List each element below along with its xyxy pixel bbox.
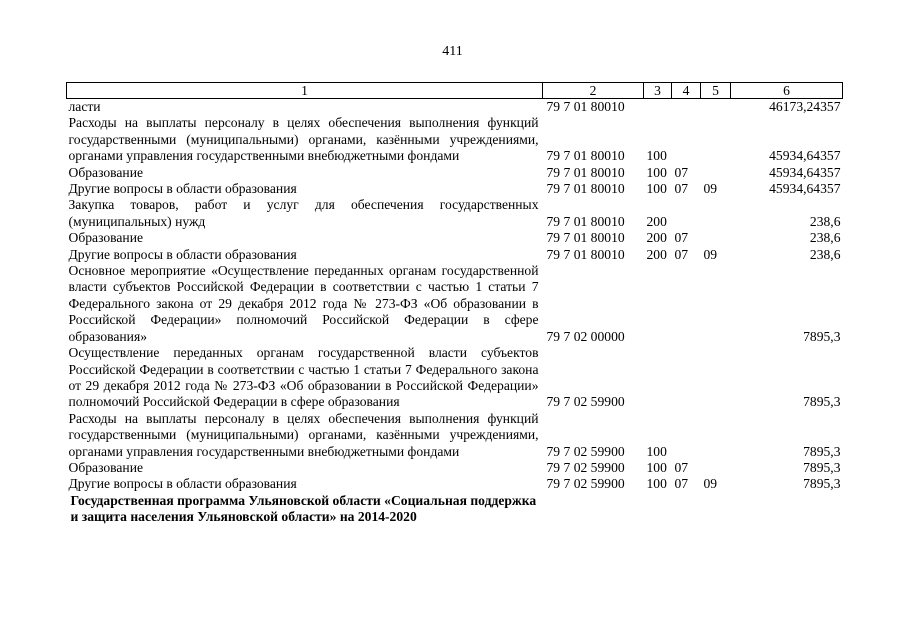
row-amount-cell: 45934,64357 xyxy=(769,148,841,164)
row-amount-cell: 7895,3 xyxy=(803,443,841,459)
row-amount-cell: 7895,3 xyxy=(803,459,841,475)
row-code-cell: 79 7 01 80010 xyxy=(546,148,625,164)
header-cell-section: 4 xyxy=(672,83,701,99)
row-name-cell: Основное мероприятие «Осуществление переданных органам государственной власти субъектов Российской Федерации в соответствии с частью 1 статьи 7 Федерального закона от 29 декабря 2012 года № 273-ФЗ «Об образовании в Российской Федерации» полномочий Российской Федерации в сфере образования» xyxy=(68,263,539,344)
header-cell-expense-type: 3 xyxy=(644,83,672,99)
row-subsection-cell xyxy=(701,115,731,164)
row-amount-cell: 45934,64357 xyxy=(769,164,841,180)
row-expense-type-cell xyxy=(644,99,672,116)
header-cell-amount: 6 xyxy=(731,83,843,99)
table-header-row xyxy=(67,83,843,99)
row-code-cell: 79 7 01 80010 xyxy=(546,181,625,197)
row-expense-type-cell: 100 xyxy=(646,148,667,164)
table-row xyxy=(67,165,843,181)
row-name-cell: Осуществление переданных органам государственной власти субъектов Российской Федерации в соответствии с частью 1 статьи 7 Федерального закона от 29 декабря 2012 года № 273-ФЗ «Об образовании в Российской Федерации» полномочий Российской Федерации в сфере образования xyxy=(68,345,539,410)
row-name-cell: Другие вопросы в области образования xyxy=(68,181,297,197)
budget-table xyxy=(66,82,843,526)
row-subsection-cell xyxy=(701,345,731,411)
row-subsection-cell xyxy=(701,493,731,526)
row-code-cell: 79 7 02 59900 xyxy=(546,459,625,475)
row-amount-cell: 7895,3 xyxy=(803,328,841,344)
row-name-cell: Расходы на выплаты персоналу в целях обеспечения выполнения функций государственными (муниципальными) органами, казёнными учреждениями, органами управления государственными внебюджетными фондами xyxy=(68,115,539,164)
table-row xyxy=(67,115,843,164)
row-amount-cell: 238,6 xyxy=(809,213,841,229)
row-code-cell: 79 7 01 80010 xyxy=(546,230,625,246)
row-code-cell: 79 7 02 59900 xyxy=(546,476,625,492)
header-cell-code: 2 xyxy=(543,83,644,99)
row-amount-cell: 7895,3 xyxy=(803,394,841,410)
table-row xyxy=(67,181,843,197)
row-expense-type-cell: 100 xyxy=(646,181,667,197)
table-row xyxy=(67,197,843,230)
row-section-cell xyxy=(672,263,701,345)
row-name-cell: Закупка товаров, работ и услуг для обеспечения государственных (муниципальных) нужд xyxy=(68,197,539,229)
row-section-cell xyxy=(672,493,701,526)
row-amount-cell: 238,6 xyxy=(809,230,841,246)
row-subsection-cell: 09 xyxy=(703,246,718,262)
row-code-cell: 79 7 01 80010 xyxy=(546,213,625,229)
row-expense-type-cell: 100 xyxy=(646,476,667,492)
row-name-cell: Образование xyxy=(68,459,144,475)
row-subsection-cell xyxy=(701,165,731,181)
row-subsection-cell xyxy=(701,230,731,246)
table-row xyxy=(67,345,843,411)
row-subsection-cell xyxy=(701,263,731,345)
row-name-cell: Расходы на выплаты персоналу в целях обеспечения выполнения функций государственными (муниципальными) органами, казёнными учреждениями, органами управления государственными внебюджетными фондами xyxy=(68,410,539,459)
table-row xyxy=(67,476,843,492)
table-row xyxy=(67,99,843,116)
row-expense-type-cell: 200 xyxy=(646,213,667,229)
row-expense-type-cell: 100 xyxy=(646,459,667,475)
row-subsection-cell xyxy=(701,460,731,476)
row-name-cell: Другие вопросы в области образования xyxy=(68,476,297,492)
row-code-cell: 79 7 02 59900 xyxy=(546,394,625,410)
row-amount-cell: 7895,3 xyxy=(803,476,841,492)
row-subsection-cell: 09 xyxy=(703,181,718,197)
row-subsection-cell xyxy=(701,99,731,116)
row-expense-type-cell: 100 xyxy=(646,443,667,459)
row-expense-type-cell: 200 xyxy=(646,230,667,246)
row-expense-type-cell xyxy=(644,263,672,345)
row-section-cell: 07 xyxy=(674,246,689,262)
row-amount-cell: 238,6 xyxy=(809,246,841,262)
row-subsection-cell xyxy=(701,197,731,230)
page-number: 411 xyxy=(442,44,463,59)
row-section-cell xyxy=(672,411,701,460)
row-section-cell xyxy=(672,345,701,411)
row-amount-cell xyxy=(731,493,843,526)
header-cell-name: 1 xyxy=(67,83,543,99)
row-name-cell: ласти xyxy=(68,99,101,114)
table-row xyxy=(67,493,843,526)
header-cell-subsection: 5 xyxy=(701,83,731,99)
row-name-cell: Государственная программа Ульяновской области «Социальная поддержка и защита населения Ульяновской области» на 2014-2020 xyxy=(70,492,537,525)
row-expense-type-cell: 200 xyxy=(646,246,667,262)
row-name-cell: Образование xyxy=(68,164,144,180)
table-row xyxy=(67,247,843,263)
row-section-cell xyxy=(672,115,701,164)
table-row xyxy=(67,411,843,460)
row-name-cell: Другие вопросы в области образования xyxy=(68,246,297,262)
row-name-cell: Образование xyxy=(68,230,144,246)
row-section-cell xyxy=(672,99,701,116)
row-expense-type-cell xyxy=(644,345,672,411)
row-code-cell: 79 7 01 80010 xyxy=(546,164,625,180)
row-section-cell xyxy=(672,197,701,230)
row-subsection-cell xyxy=(701,411,731,460)
table-row xyxy=(67,263,843,345)
row-code-cell: 79 7 02 00000 xyxy=(546,328,625,344)
row-section-cell: 07 xyxy=(674,181,689,197)
row-section-cell: 07 xyxy=(674,476,689,492)
row-section-cell: 07 xyxy=(674,230,689,246)
row-code-cell: 79 7 01 80010 xyxy=(546,246,625,262)
row-amount-cell: 45934,64357 xyxy=(769,181,841,197)
row-subsection-cell: 09 xyxy=(703,476,718,492)
row-code-cell xyxy=(543,493,644,526)
row-section-cell: 07 xyxy=(674,164,689,180)
row-section-cell: 07 xyxy=(674,459,689,475)
row-amount-cell: 46173,24357 xyxy=(769,99,841,114)
table-row xyxy=(67,230,843,246)
table-row xyxy=(67,460,843,476)
row-code-cell: 79 7 02 59900 xyxy=(546,443,625,459)
table-body xyxy=(67,99,843,526)
row-code-cell: 79 7 01 80010 xyxy=(546,99,625,114)
row-expense-type-cell: 100 xyxy=(646,164,667,180)
row-expense-type-cell xyxy=(644,493,672,526)
